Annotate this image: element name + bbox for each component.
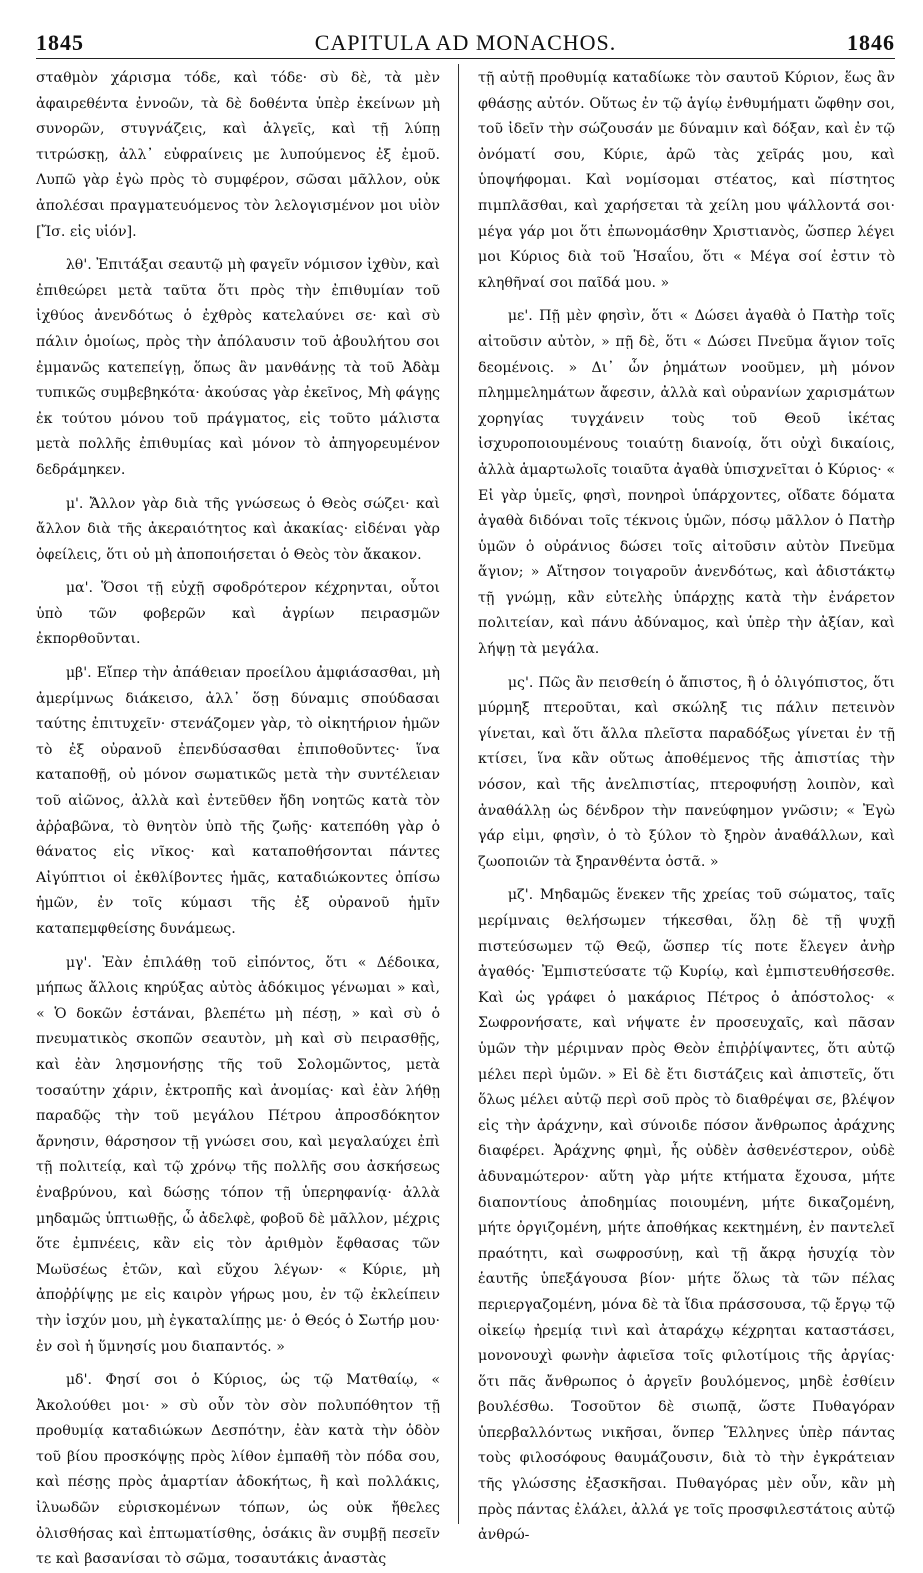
page-number-right: 1846 — [847, 30, 895, 55]
paragraph: μ'. Ἄλλον γὰρ διὰ τῆς γνώσεως ὁ Θεὸς σώζει· καὶ ἄλλον διὰ τῆς ἀκεραιότητος καὶ ἀκακίας· εἰδέναι γὰρ ὀφείλεις, ὅτι οὐ μὴ ἀποποιήσεται ὁ Θεὸς τὸν ἄκακον. — [36, 495, 440, 563]
paragraph: μδ'. Φησί σοι ὁ Κύριος, ὡς τῷ Ματθαίῳ, « Ἀκολούθει μοι· » σὺ οὖν τὸν σὸν πολυπόθητον τῇ προθυμίᾳ καταδιώκων Δεσπότην, ἐὰν κατὰ τὴν ὁδὸν τοῦ βίου προσκόψῃς πρὸς λίθον ἐμπαθῆ τὸν πόδα σου, καὶ πέσῃς πρὸς ἁμαρτίαν ἀδοκήτως, ἢ καὶ πολλάκις, ἰλυωδῶν εὑρισκομένων τόπων, ὡς οὐκ ἤθελες ὀλισθήσας καὶ ἐπτωματίσθης, ὁσάκις ἂν συμβῇ πεσεῖν τε καὶ βασανίσαι τὸ σῶμα, τοσαυτάκις ἀναστὰς — [36, 1372, 440, 1568]
paragraph: μγ'. Ἐὰν ἐπιλάθῃ τοῦ εἰπόντος, ὅτι « Δέδοικα, μήπως ἄλλοις κηρύξας αὐτὸς ἀδόκιμος γένωμαι » καὶ, « Ὁ δοκῶν ἑστάναι, βλεπέτω μὴ πέσῃ, » καὶ σὺ ὁ πνευματικὸς σκοπῶν σεαυτὸν, μὴ καὶ σὺ πειρασθῇς, καὶ ἐὰν λησμονήσῃς τῆς τοῦ Σολομῶντος, μετὰ τοσαύτην χάριν, ἐκτροπῆς καὶ ἀνομίας· καὶ ἐὰν λήθῃ παραδῷς τὴν τοῦ μεγάλου Πέτρου ἀπροσδόκητον ἄρνησιν, θάρσησον τῇ γνώσει σου, καὶ μεγαλαύχει ἐπὶ τῇ πολιτείᾳ, καὶ τῷ χρόνῳ τῆς πολλῆς σου ἀσκήσεως ἐναβρύνου, καὶ δώσῃς τόπον τῇ ὑπερηφανίᾳ· ἀλλὰ μηδαμῶς ὑπτιωθῇς, ὦ ἀδελφὲ, φοβοῦ δὲ μᾶλλον, μέχρις ὅτε ἐμπνέεις, κἂν εἰς τὸν ἀριθμὸν ἔφθασας τῶν Μωϋσέως ἐτῶν, καὶ εὔχου λέγων· « Κύριε, μὴ ἀποῤῥίψῃς με εἰς καιρὸν γήρως μου, ἐν τῷ ἐκλείπειν τὴν ἰσχύν μου, μὴ ἐγκαταλίπῃς με· ὁ Θεός ὁ Σωτήρ μου· ἐν σοὶ ἡ ὕμνησίς μου διαπαντός. » — [36, 954, 440, 1355]
paragraph: τῇ αὐτῇ προθυμίᾳ καταδίωκε τὸν σαυτοῦ Κύριον, ἕως ἂν φθάσῃς αὐτόν. Οὕτως ἐν τῷ ἁγίῳ ἐνθυμήματι ὤφθην σοι, τοῦ ἰδεῖν τὴν σώζουσάν με δύναμιν καὶ δόξαν, καὶ ἐν τῷ ὀνόματί σου, Κύριε, ἀρῶ τὰς χεῖράς μου, καὶ ὑποψήφομαι. Καὶ νομίσομαι στέατος, καὶ πίστητος πιμπλᾶσθαι, καὶ χαρήσεται τὰ χείλη μου ψάλλοντά σοι· μέγα γάρ μοι ὅτι ἐπωνομάσθην Χριστιανὸς, ὥσπερ λέγει μοι Κύριος διὰ τοῦ Ἡσαΐου, ὅτι « Μέγα σοί ἐστιν τὸ κληθῆναί σοι παῖδά μου. » — [478, 70, 895, 291]
right-column — [478, 66, 895, 1544]
paragraph: με'. Πῇ μὲν φησὶν, ὅτι « Δώσει ἀγαθὰ ὁ Πατὴρ τοῖς αἰτοῦσιν αὐτὸν, » πῇ δὲ, ὅτι « Δώσει Πνεῦμα ἅγιον τοῖς δεομένοις. » Δι᾽ ὧν ῥημάτων νοοῦμεν, μὴ μόνον πλημμελημάτων ἄφεσιν, ἀλλὰ καὶ οὐρανίων χαρισμάτων χορηγίας τυγχάνειν τοὺς τοῦ Θεοῦ ἱκέτας ἰσχυροποιουμένους τοιαύτῃ διανοίᾳ, ὅτι οὐχὶ δικαίοις, ἀλλὰ ἁμαρτωλοῖς τοιαῦτα ἀγαθὰ ὑπισχνεῖται ὁ Κύριος· « Εἰ γὰρ ὑμεῖς, φησὶ, πονηροὶ ὑπάρχοντες, οἴδατε δόματα ἀγαθὰ διδόναι τοῖς τέκνοις ὑμῶν, πόσῳ μᾶλλον ὁ Πατὴρ ὑμῶν ὁ οὐράνιος δώσει τοῖς αἰτοῦσιν αὐτὸν Πνεῦμα ἅγιον; » Αἴτησον τοιγαροῦν ἀνενδότως, καὶ ἀδιστάκτῳ τῇ γνώμῃ, κἂν εὐτελὴς ὑπάρχῃς κατὰ τὴν ἐνάρετον πολιτείαν, καὶ πάνυ ἀδύναμος, καὶ ὑπὲρ τὴν ἀξίαν, καὶ λήψῃ τὰ μεγάλα. — [478, 308, 895, 658]
paragraph: μζ'. Μηδαμῶς ἕνεκεν τῆς χρείας τοῦ σώματος, ταῖς μερίμναις θελήσωμεν τήκεσθαι, ὅλῃ δὲ τῇ ψυχῇ πιστεύσωμεν τῷ Θεῷ, ὥσπερ τίς ποτε ἔλεγεν ἀνὴρ ἀγαθός· Ἐμπιστεύσατε τῷ Κυρίῳ, καὶ ἐμπιστευθήσεσθε. Καὶ ὡς γράφει ὁ μακάριος Πέτρος ὁ ἀπόστολος· « Σωφρονήσατε, καὶ νήψατε ἐν προσευχαῖς, καὶ πᾶσαν ὑμῶν τὴν μέριμναν πρὸς Θεὸν ἐπιῤῥίψαντες, ὅτι αὐτῷ μέλει περὶ ὑμῶν. » Εἰ δὲ ἔτι διστάζεις καὶ ἀπιστεῖς, ὅτι ὅλως μέλει αὐτῷ περὶ σοῦ πρὸς τὸ διαθρέψαι σε, βλέψον εἰς τὴν ἀράχνην, καὶ σύνοιδε πόσον ἄνθρωπος ἀράχνης διαφέρει. Ἀράχνης φημὶ, ἧς οὐδὲν ἀσθενέστερον, οὐδὲ ἀδυναμώτερον· αὕτη γὰρ μήτε κτήματα ἔχουσα, μήτε διαποντίους ἀποδημίας ποιουμένη, μήτε δικαζομένη, μήτε ὀργιζομένη, μήτε ἀποθήκας κεκτημένη, ἐν παντελεῖ πραότητι, καὶ σωφροσύνῃ, καὶ τῇ ἄκρᾳ ἡσυχίᾳ τὸν ἑαυτῆς ὑπεξάγουσα βίον· μήτε ὅλως τὰ τῶν πέλας περιεργαζομένη, μόνα δὲ τὰ ἴδια πράσσουσα, τῷ ἔργῳ τῷ οἰκείῳ ἠρεμίᾳ τινὶ καὶ ἀταράχῳ κέχρηται καταστάσει, μονονουχὶ φωνὴν ἀφιεῖσα τοῖς φιλοτίμοις τῆς ἀργίας· ὅτι πᾶς ἄνθρωπος ὁ ἀργεῖν βουλόμενος, μηδὲ ἐσθίειν βουλέσθω. Τοσοῦτον δὲ σιωπᾷ, ὥστε Πυθαγόραν ὑπερβαλλόντως νικῆσαι, ὅνπερ Ἕλληνες ὑπὲρ πάντας τοὺς φιλοσόφους θαυμάζουσιν, διὰ τὸ τὴν ἐγκράτειαν τῆς γλώσσης ἐξασκῆσαι. Πυθαγόρας μὲν οὖν, κἂν μὴ πρὸς πάντας ἐλάλει, ἀλλά γε τοῖς προσφιλεστάτοις αὐτῷ ἀνθρώ- — [478, 887, 895, 1544]
running-title: CAPITULA AD MONACHOS. — [314, 30, 617, 55]
column-divider — [458, 64, 459, 1524]
paragraph: μς'. Πῶς ἂν πεισθείη ὁ ἄπιστος, ἢ ὁ ὀλιγόπιστος, ὅτι μύρμηξ πτεροῦται, καὶ σκώληξ τις πάλιν πετεινὸν γίνεται, καὶ ὅτι ἄλλα πλεῖστα παραδόξως γίνεται ἐν τῇ κτίσει, ἵνα κἂν οὕτως ἀποθέμενος τῆς ἀπιστίας τὴν νόσον, καὶ τῆς ἀνελπιστίας, πτεροφυήσῃ λοιπὸν, καὶ ἀναθάλλῃ ὡς δένδρον τὴν πανεύφημον γνῶσιν; « Ἐγὼ γάρ εἰμι, φησὶν, ὁ τὸ ξύλον τὸ ξηρὸν ἀναθάλλων, καὶ ζωοποιῶν τὰ ξηρανθέντα ὀστᾶ. » — [478, 674, 895, 870]
paragraph: μα'. Ὅσοι τῇ εὐχῇ σφοδρότερον κέχρηνται, οὗτοι ὑπὸ τῶν φοβερῶν καὶ ἀγρίων πειρασμῶν ἐκπορθοῦνται. — [36, 580, 440, 648]
running-header — [36, 30, 895, 60]
left-column — [36, 66, 440, 1568]
header-rule — [36, 58, 895, 59]
paragraph: λθ'. Ἐπιτάξαι σεαυτῷ μὴ φαγεῖν νόμισον ἰχθὺν, καὶ ἐπιθεώρει μετὰ ταῦτα ὅτι πρὸς τὴν ἐπιθυμίαν τοῦ ἰχθύος ἀνενδότως ὁ ἐχθρὸς κατελαύνει σε· καὶ σὺ πάλιν ὁμοίως, πρὸς τὴν ἀπόλαυσιν τοῦ ἀβουλήτου σοι ἐμμανῶς κατεπείγῃ, ὅπως ἂν μανθάνῃς τὰ τοῦ Ἀδὰμ τυπικῶς συμβεβηκότα· ἀκούσας γὰρ ἐκεῖνος, Μὴ φάγῃς ἐκ τούτου μόνου τοῦ πράγματος, εἰς τοῦτο μάλιστα μετὰ πολλῆς ἐπιθυμίας καὶ μόνον τὸ ἀπηγορευμένον δεδράμηκεν. — [36, 257, 440, 478]
paragraph: μβ'. Εἴπερ τὴν ἀπάθειαν προείλου ἀμφιάσασθαι, μὴ ἀμερίμνως διάκεισο, ἀλλ᾽ ὅσῃ δύναμις σπούδασαι ταύτης ἐπιτυχεῖν· στενάζομεν γὰρ, τὸ οἰκητήριον ἡμῶν τὸ ἐξ οὐρανοῦ ἐπενδύσασθαι ἐπιποθοῦντες· ἵνα καταποθῇ, οὐ μόνον σωματικῶς μετὰ τὴν συντέλειαν τοῦ αἰῶνος, ἀλλὰ καὶ ἐντεῦθεν ἤδη νοητῶς κατὰ τὸν ἀῤῥαβῶνα, τὸ θνητὸν ὑπὸ τῆς ζωῆς· κατεπόθη γὰρ ὁ θάνατος εἰς νῖκος· καὶ καταποθήσονται πάντες Αἰγύπτιοι οἱ ἐκθλίβοντες ἡμᾶς, καταδιώκοντες ὀπίσω ἡμῶν, ἐν τοῖς κύμασι τῆς ἐξ οὐρανοῦ ἡμῖν καταπεμφθείσης δυνάμεως. — [36, 665, 440, 937]
page-number-left: 1845 — [36, 30, 84, 55]
paragraph: σταθμὸν χάρισμα τόδε, καὶ τόδε· σὺ δὲ, τὰ μὲν ἀφαιρεθέντα ἐννοῶν, τὰ δὲ δοθέντα ὑπὲρ ἐκείνων μὴ συνορῶν, στυγνάζεις, καὶ ἀλγεῖς, καὶ τῇ λύπῃ τιτρώσκῃ, ἀλλ᾽ εὐφραίνεις με λυπούμενος ἐξ ἐμοῦ. Λυπῶ γὰρ ἐγὼ πρὸς τὸ συμφέρον, σῶσαι μᾶλλον, οὐκ ἀπολέσαι πραγματευόμενος τὸν λελογισμένον μοι υἱὸν [Ἴσ. εἰς υἱόν]. — [36, 70, 440, 240]
